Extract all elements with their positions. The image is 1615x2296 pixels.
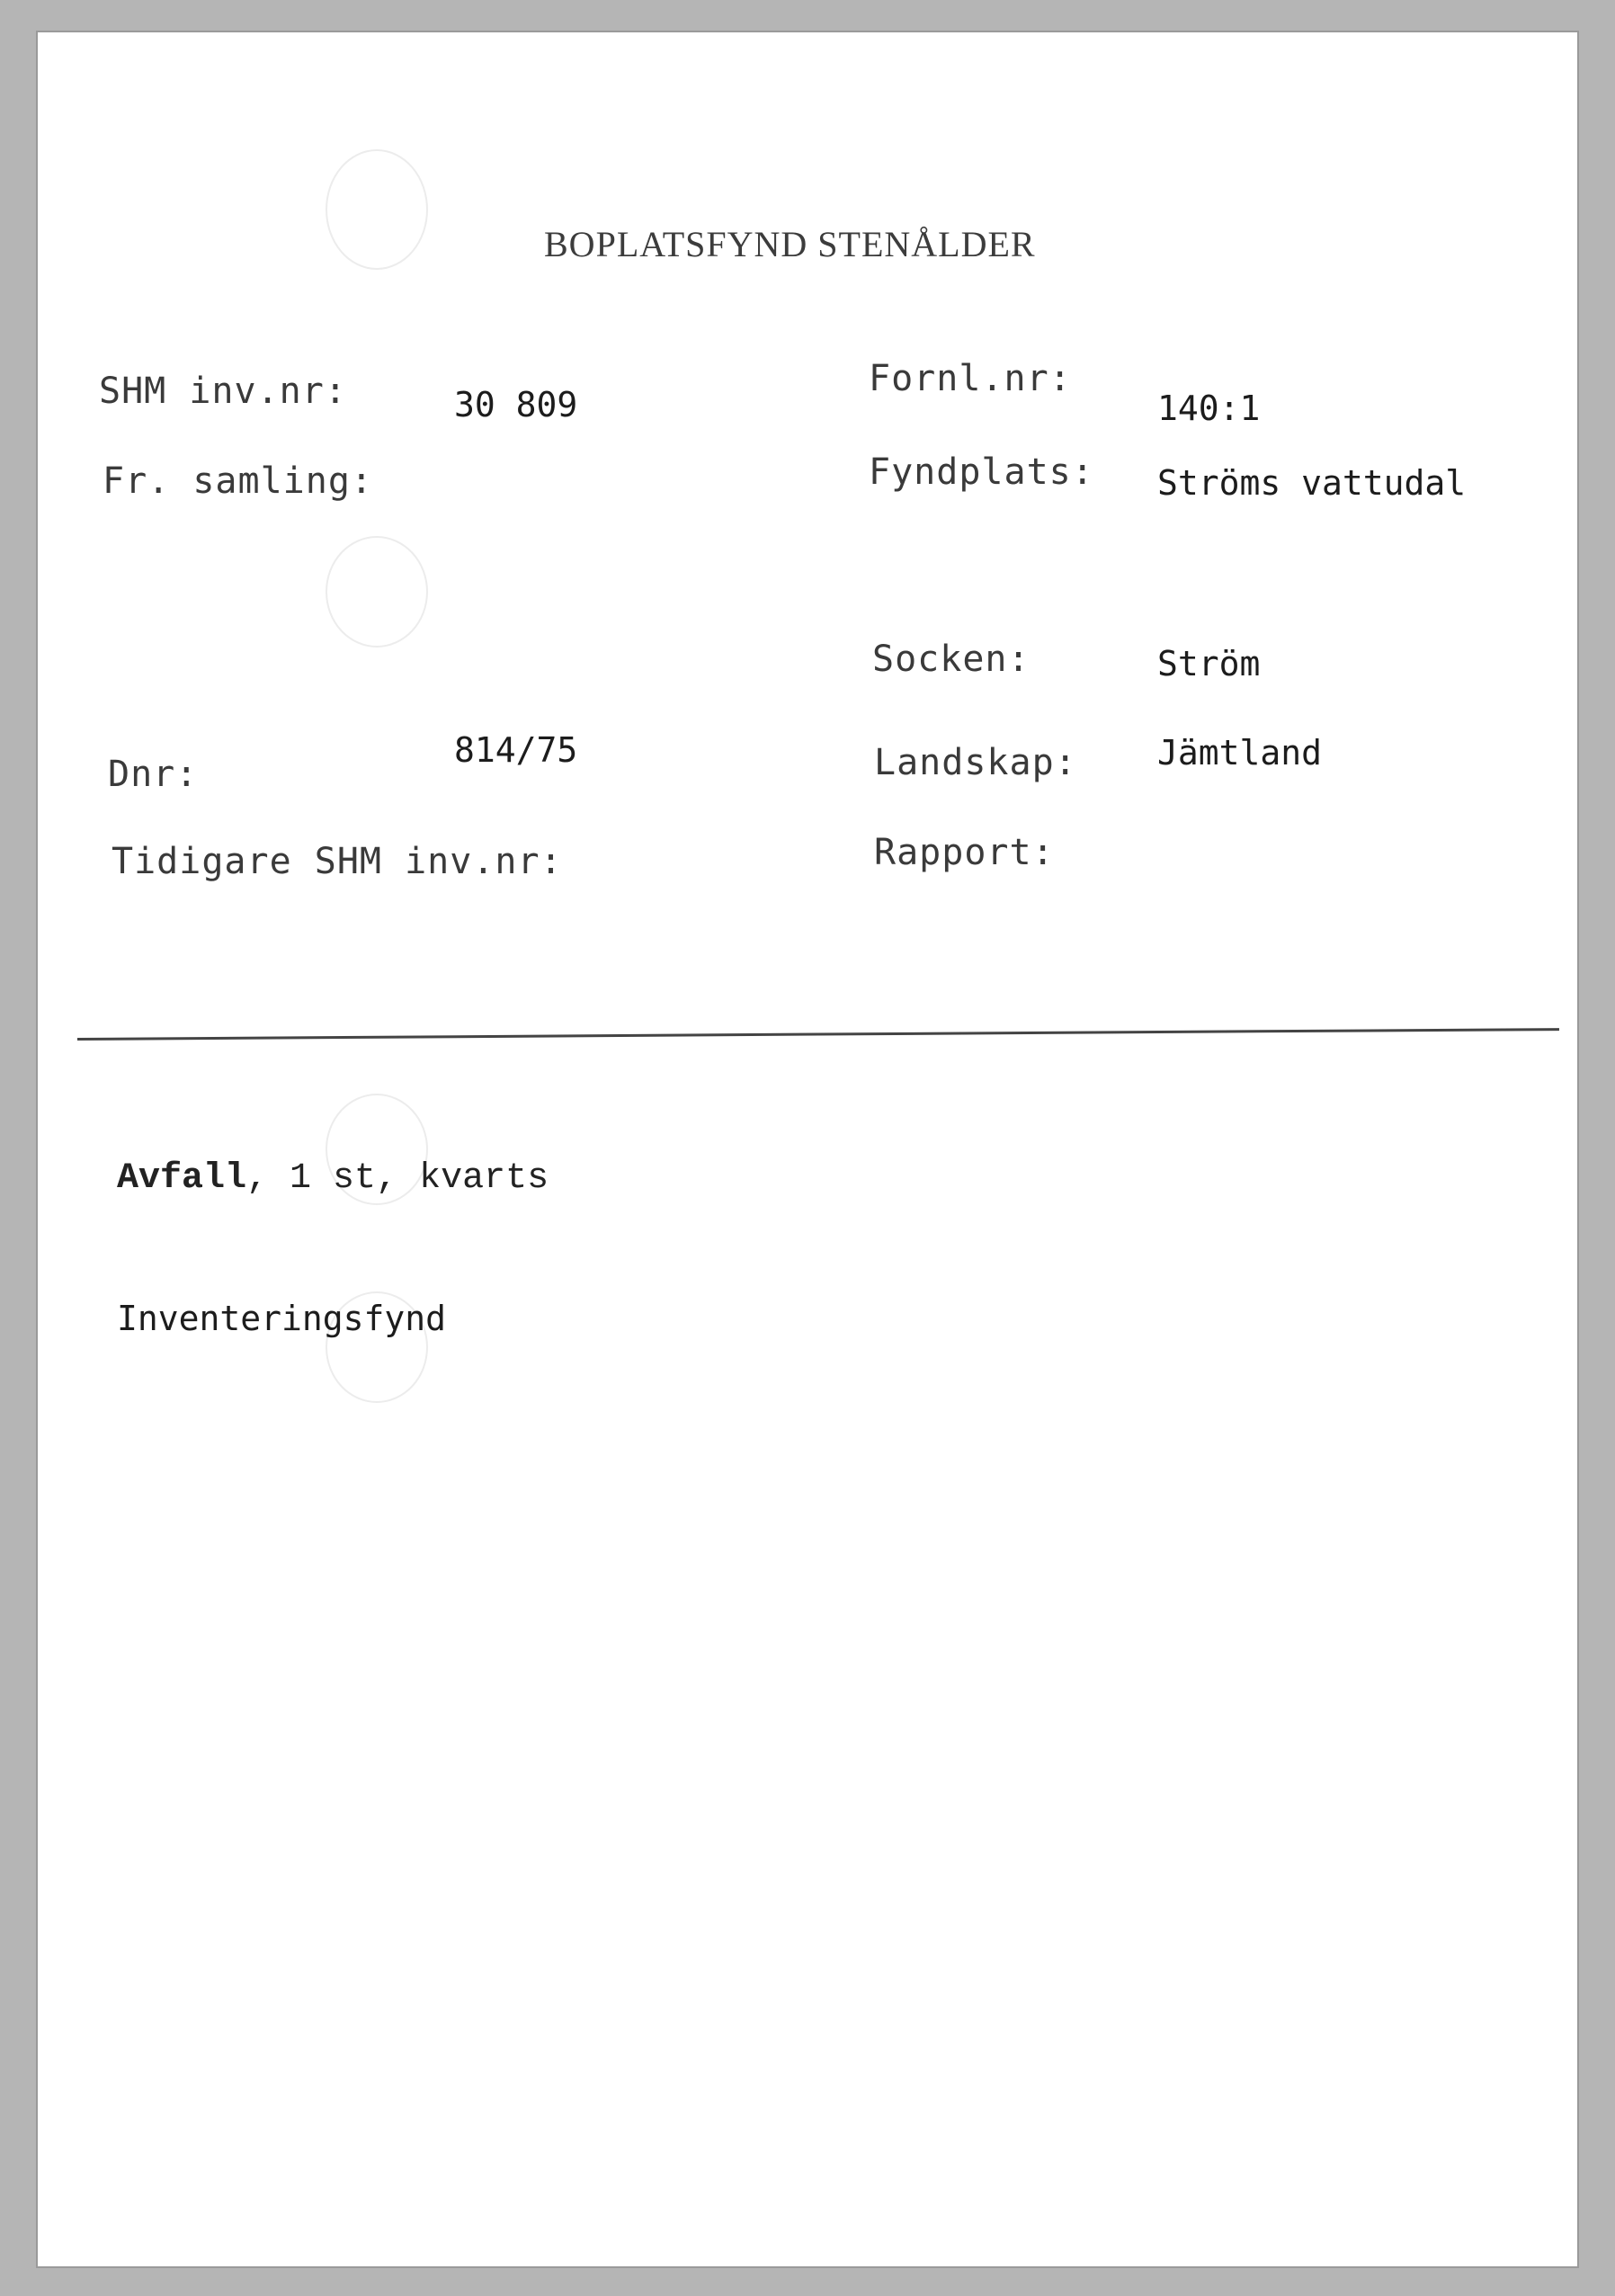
landskap-label: Landskap: (874, 742, 1077, 783)
show-through-mark (326, 536, 428, 648)
fyndplats-value: Ströms vattudal (1157, 463, 1467, 503)
dnr-label: Dnr: (108, 754, 199, 795)
socken-value: Ström (1157, 644, 1261, 683)
fornl-value: 140:1 (1157, 389, 1261, 428)
show-through-mark (326, 149, 428, 270)
fr-samling-label: Fr. samling: (103, 460, 373, 502)
find-details: , 1 st, kvarts (246, 1158, 549, 1199)
find-description (117, 1158, 549, 1199)
socken-label: Socken: (872, 639, 1031, 680)
rapport-label: Rapport: (874, 832, 1055, 873)
fornl-label: Fornl.nr: (869, 358, 1072, 399)
shm-inv-label: SHM inv.nr: (99, 371, 347, 412)
find-note: Inventeringsfynd (117, 1299, 447, 1338)
shm-inv-value: 30 809 (454, 385, 578, 424)
find-object: Avfall (117, 1158, 247, 1199)
tidigare-shm-label: Tidigare SHM inv.nr: (112, 841, 563, 882)
dnr-value: 814/75 (454, 730, 578, 770)
card-title: BOPLATSFYND STENÅLDER (544, 224, 1036, 264)
fyndplats-label: Fyndplats: (869, 451, 1094, 493)
catalog-card (38, 32, 1577, 2266)
landskap-value: Jämtland (1157, 733, 1323, 773)
